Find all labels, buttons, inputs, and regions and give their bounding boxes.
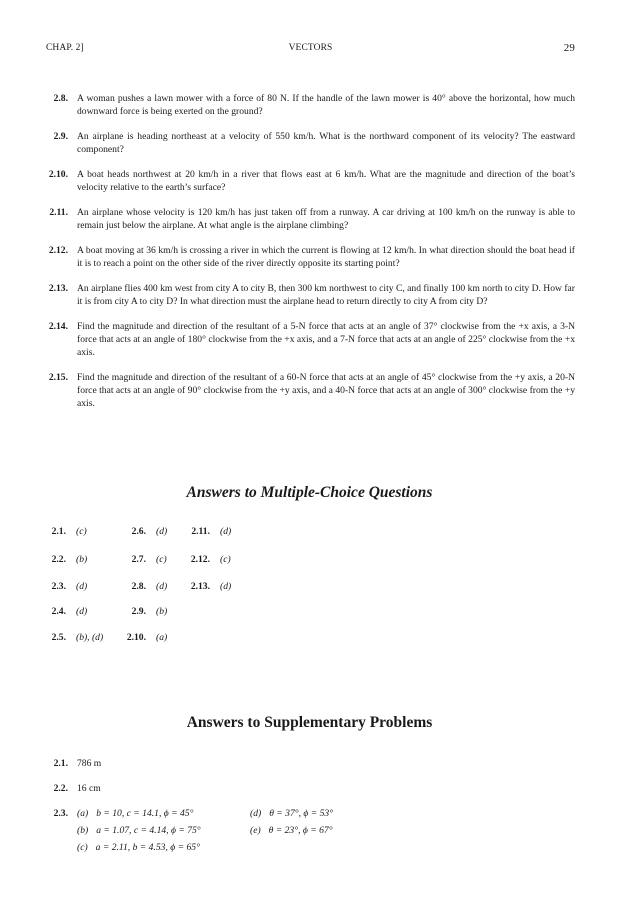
mc-answer	[44, 526, 87, 537]
supplementary-answer-value: 16 cm	[77, 783, 101, 794]
running-header	[46, 43, 575, 57]
mc-answer-number: 2.13.	[190, 581, 210, 592]
problem-item	[0, 244, 619, 270]
problem-item	[0, 130, 619, 156]
answer-part-label: (a)	[77, 808, 89, 819]
mc-answer-number: 2.9.	[131, 606, 146, 617]
supplementary-answer-number: 2.3.	[53, 808, 68, 819]
supplementary-answer-number: 2.2.	[53, 783, 68, 794]
problem-text: A boat heads northwest at 20 km/h in a river that flows east at 6 km/h. What are the magnitude and direction of the boat’s velocity relative to the earth’s surface?	[77, 169, 575, 193]
mc-answer-value: (d)	[76, 606, 88, 617]
mc-answer-number: 2.7.	[131, 554, 146, 565]
mc-answer-number: 2.1.	[51, 526, 66, 537]
problem-text: A boat moving at 36 km/h is crossing a river in which the current is flowing at 12 km/h. In what direction should the boat head if it is to reach a point on the other side of the river directly opposite its starting point?	[77, 245, 575, 269]
chapter-label: CHAP. 2]	[46, 43, 84, 53]
answer-part	[77, 842, 200, 853]
mc-answer	[44, 606, 87, 617]
mc-answer-number: 2.8.	[131, 581, 146, 592]
answer-part-value: θ = 23°, ϕ = 67°	[268, 825, 333, 836]
answer-part	[77, 825, 201, 836]
mc-answer	[124, 554, 167, 565]
mc-answer	[182, 526, 231, 537]
mc-answer	[182, 581, 231, 592]
mc-answer-value: (d)	[220, 581, 232, 592]
problem-item	[0, 206, 619, 232]
problem-number: 2.15.	[48, 372, 68, 383]
problem-item	[0, 320, 619, 359]
mc-answer	[124, 526, 167, 537]
answer-part-label: (d)	[250, 808, 262, 819]
mc-answer-value: (c)	[220, 554, 231, 565]
answer-part	[250, 825, 333, 836]
mc-answer	[118, 632, 167, 643]
page-number: 29	[563, 42, 575, 54]
mc-answer	[124, 581, 167, 592]
mc-answer-number: 2.3.	[51, 581, 66, 592]
problem-item	[0, 371, 619, 410]
answer-part-label: (e)	[250, 825, 261, 836]
answer-part-label: (c)	[77, 842, 88, 853]
mc-answer	[182, 554, 231, 565]
mc-answer-value: (d)	[156, 526, 168, 537]
mc-answer-value: (b)	[76, 554, 88, 565]
problem-number: 2.8.	[53, 93, 68, 104]
mc-answer-number: 2.4.	[51, 606, 66, 617]
mc-answer-value: (a)	[156, 632, 168, 643]
problem-number: 2.14.	[48, 321, 68, 332]
problem-item	[0, 168, 619, 194]
problem-text: An airplane whose velocity is 120 km/h has just taken off from a runway. A car driving at 100 km/h on the runway is able to remain just below the airplane. At what angle is the airplane climbing?	[77, 207, 575, 231]
answer-part	[77, 808, 193, 819]
answer-part-value: a = 1.07, c = 4.14, ϕ = 75°	[96, 825, 201, 836]
problem-number: 2.9.	[53, 131, 68, 142]
mc-answer	[44, 581, 87, 592]
mc-answers-heading: Answers to Multiple-Choice Questions	[186, 484, 433, 501]
answer-part-label: (b)	[77, 825, 89, 836]
mc-answer	[124, 606, 167, 617]
problem-text: An airplane flies 400 km west from city A to city B, then 300 km northwest to city C, and finally 100 km north to city D. How far it is from city A to city D? In what direction must the airplane head to return directly to city A from city D?	[77, 283, 575, 307]
mc-answer-number: 2.10.	[126, 632, 146, 643]
mc-answer-value: (d)	[156, 581, 168, 592]
mc-answer-number: 2.5.	[51, 632, 66, 643]
chapter-title: VECTORS	[288, 43, 333, 53]
mc-answer-number: 2.11.	[191, 526, 210, 537]
answer-part-value: b = 10, c = 14.1, ϕ = 45°	[96, 808, 194, 819]
problem-text: Find the magnitude and direction of the resultant of a 5-N force that acts at an angle of 37° clockwise from the +x axis, a 3-N force that acts at an angle of 180° clockwise from the +x axis, and a 7-N force that acts at an angle of 225° clockwise from the +x axis.	[77, 321, 575, 358]
problem-number: 2.12.	[48, 245, 68, 256]
problem-number: 2.11.	[49, 207, 68, 218]
problem-text: An airplane is heading northeast at a velocity of 550 km/h. What is the northward component of its velocity? The eastward component?	[77, 131, 575, 155]
mc-answer	[44, 632, 103, 643]
problem-number: 2.13.	[48, 283, 68, 294]
answer-part-value: a = 2.11, b = 4.53, ϕ = 65°	[95, 842, 200, 853]
problem-item	[0, 92, 619, 118]
mc-answer-value: (b), (d)	[76, 632, 104, 643]
problem-text: A woman pushes a lawn mower with a force of 80 N. If the handle of the lawn mower is 40° above the horizontal, how much downward force is being exerted on the ground?	[77, 93, 575, 117]
supplementary-answer-value: 786 m	[77, 758, 102, 769]
problem-item	[0, 282, 619, 308]
mc-answer-value: (c)	[156, 554, 167, 565]
supplementary-answer-number: 2.1.	[53, 758, 68, 769]
mc-answer-number: 2.6.	[131, 526, 146, 537]
answer-part-value: θ = 37°, ϕ = 53°	[269, 808, 334, 819]
supplementary-answers-heading: Answers to Supplementary Problems	[186, 714, 433, 731]
mc-answer-number: 2.2.	[51, 554, 66, 565]
mc-answer-number: 2.12.	[190, 554, 210, 565]
mc-answer	[44, 554, 87, 565]
problem-number: 2.10.	[48, 169, 68, 180]
mc-answer-value: (c)	[76, 526, 87, 537]
mc-answer-value: (d)	[76, 581, 88, 592]
mc-answer-value: (d)	[220, 526, 232, 537]
problem-text: Find the magnitude and direction of the resultant of a 60-N force that acts at an angle of 45° clockwise from the +y axis, a 20-N force that acts at an angle of 90° clockwise from the +y axis, and a 40-N force that acts at an angle of 300° clockwise from the +y axis.	[77, 372, 575, 409]
answer-part	[250, 808, 333, 819]
mc-answer-value: (b)	[156, 606, 168, 617]
problem-list	[0, 92, 619, 422]
